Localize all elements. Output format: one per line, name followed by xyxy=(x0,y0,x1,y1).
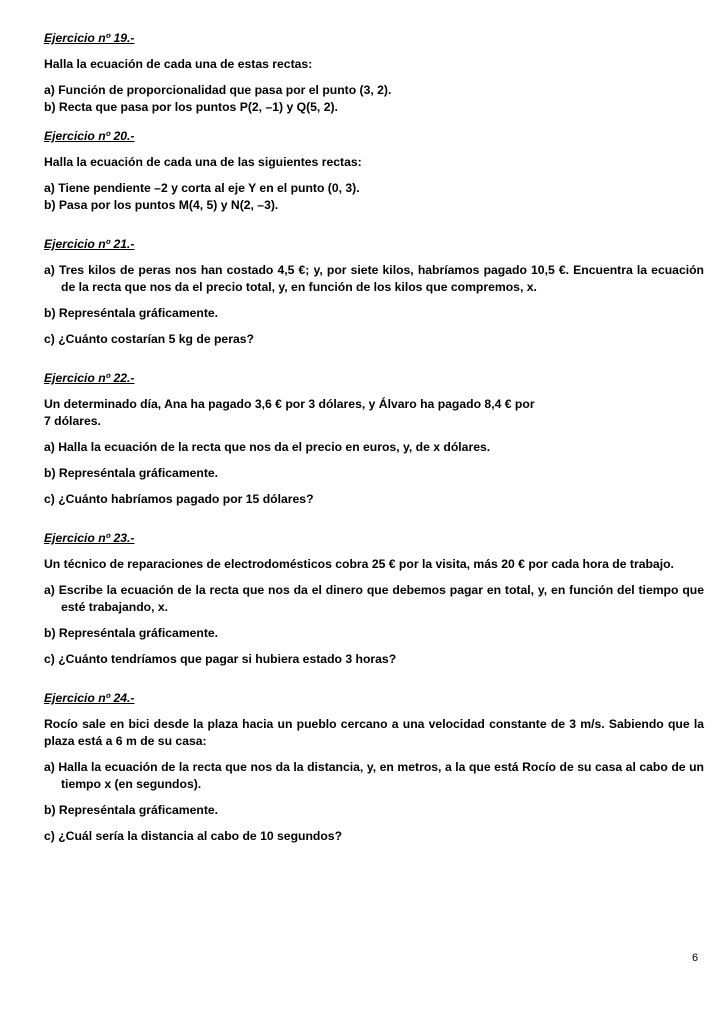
item-a: a) Escribe la ecuación de la recta que nos da el dinero que debemos pagar en total, y, en función del tiempo que esté trabajando, x. xyxy=(44,583,704,614)
item-a: a) Tres kilos de peras nos han costado 4,5 €; y, por siete kilos, habríamos pagado 10,5 €. Encuentra la ecuación de la recta que nos da el precio total, y, en función de los kilos que compremos, x. xyxy=(44,263,704,294)
exercise-intro: Halla la ecuación de cada una de las siguientes rectas: xyxy=(44,155,362,169)
exercise-intro: Halla la ecuación de cada una de estas rectas: xyxy=(44,57,313,71)
item-b: b) Represéntala gráficamente. xyxy=(44,626,219,640)
exercise-intro: Un técnico de reparaciones de electrodomésticos cobra 25 € por la visita, más 20 € por cada hora de trabajo. xyxy=(44,557,674,571)
exercise-title: Ejercicio nº 21.- xyxy=(44,237,135,251)
exercise-title: Ejercicio nº 20.- xyxy=(44,129,135,143)
exercise-intro-line-1: Un determinado día, Ana ha pagado 3,6 € por 3 dólares, y Álvaro ha pagado 8,4 € por xyxy=(44,397,535,411)
exercise-intro: Rocío sale en bici desde la plaza hacia un pueblo cercano a una velocidad constante de 3 m/s. Sabiendo que la plaza está a 6 m de su casa: xyxy=(44,717,704,748)
item-c: c) ¿Cuánto tendríamos que pagar si hubiera estado 3 horas? xyxy=(44,652,397,666)
item-a: a) Función de proporcionalidad que pasa por el punto (3, 2). xyxy=(44,83,392,97)
item-b: b) Represéntala gráficamente. xyxy=(44,466,219,480)
exercise-20 xyxy=(44,128,704,214)
item-b: b) Represéntala gráficamente. xyxy=(44,306,219,320)
exercise-title: Ejercicio nº 22.- xyxy=(44,371,135,385)
page-number: 6 xyxy=(692,952,699,964)
item-a: a) Tiene pendiente –2 y corta al eje Y en el punto (0, 3). xyxy=(44,181,360,195)
exercise-23 xyxy=(44,530,704,668)
item-b: b) Represéntala gráficamente. xyxy=(44,803,219,817)
item-c: c) ¿Cuánto costarían 5 kg de peras? xyxy=(44,332,254,346)
item-c: c) ¿Cuánto habríamos pagado por 15 dólares? xyxy=(44,492,314,506)
exercise-title: Ejercicio nº 19.- xyxy=(44,31,135,45)
exercise-21 xyxy=(44,236,704,348)
exercise-title: Ejercicio nº 23.- xyxy=(44,531,135,545)
exercise-19 xyxy=(44,30,704,116)
exercise-title: Ejercicio nº 24.- xyxy=(44,691,135,705)
item-b: b) Recta que pasa por los puntos P(2, –1) y Q(5, 2). xyxy=(44,100,338,114)
item-c: c) ¿Cuál sería la distancia al cabo de 10 segundos? xyxy=(44,829,343,843)
item-b: b) Pasa por los puntos M(4, 5) y N(2, –3). xyxy=(44,198,279,212)
item-a: a) Halla la ecuación de la recta que nos da el precio en euros, y, de x dólares. xyxy=(44,440,491,454)
item-a: a) Halla la ecuación de la recta que nos da la distancia, y, en metros, a la que está Rocío de su casa al cabo de un tiempo x (en segundos). xyxy=(44,760,704,791)
exercise-24 xyxy=(44,690,704,845)
worksheet-page xyxy=(44,30,704,845)
exercise-22 xyxy=(44,370,704,508)
exercise-intro-line-2: 7 dólares. xyxy=(44,414,101,428)
